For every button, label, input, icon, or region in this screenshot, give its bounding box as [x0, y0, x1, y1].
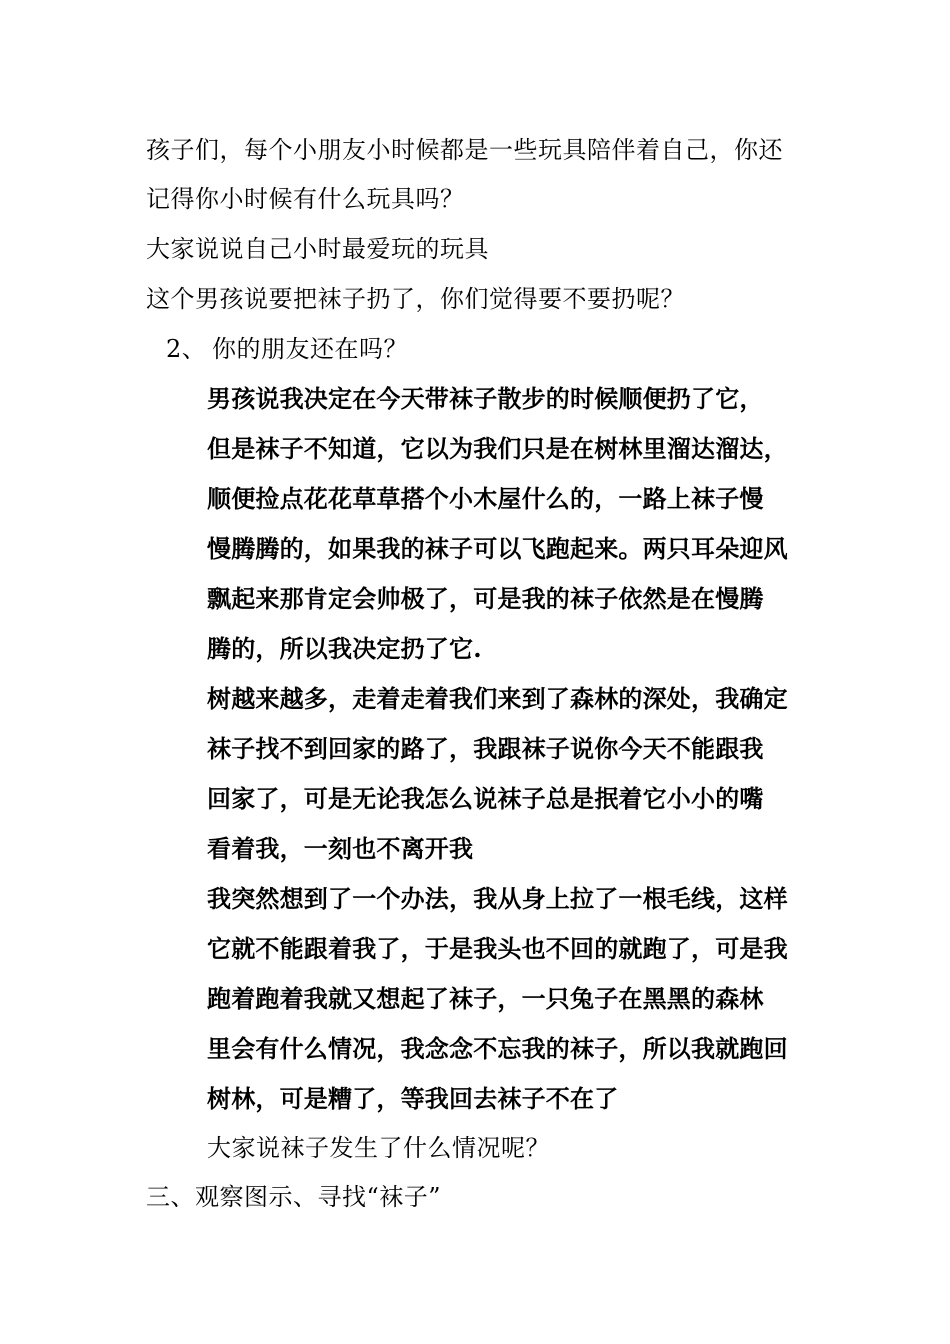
story-p1-line-3: 顺便捡点花花草草搭个小木屋什么的，一路上袜子慢	[207, 484, 764, 513]
story-p1-line-1: 男孩说我决定在今天带袜子散步的时候顺便扔了它，	[207, 384, 764, 413]
section-3-heading: 三、观察图示、寻找“袜子”	[146, 1183, 442, 1211]
story-p1-line-5: 飘起来那肯定会帅极了，可是我的袜子依然是在慢腾	[207, 584, 764, 613]
story-p3-line-4: 里会有什么情况，我念念不忘我的袜子，所以我就跑回	[207, 1034, 788, 1063]
intro-line-2: 记得你小时候有什么玩具吗？	[146, 185, 465, 213]
story-p3-line-5: 树林，可是糟了，等我回去袜子不在了	[207, 1084, 619, 1113]
intro-line-1: 孩子们，每个小朋友小时候都是一些玩具陪伴着自己，你还	[146, 136, 783, 164]
section-2-heading	[166, 334, 408, 364]
story-p2-line-1: 树越来越多，走着走着我们来到了森林的深处，我确定	[207, 684, 788, 713]
section-2-title: 你的朋友还在吗？	[212, 335, 408, 363]
intro-line-4: 这个男孩说要把袜子扔了，你们觉得要不要扔呢？	[146, 285, 685, 313]
story-p1-line-6: 腾的，所以我决定扔了它.	[207, 634, 482, 663]
story-p2-line-3: 回家了，可是无论我怎么说袜子总是抿着它小小的嘴	[207, 784, 764, 813]
story-p1-line-4: 慢腾腾的，如果我的袜子可以飞跑起来。两只耳朵迎风	[207, 534, 788, 563]
story-p3-line-3: 跑着跑着我就又想起了袜子，一只兔子在黑黑的森林	[207, 984, 764, 1013]
story-p3-line-1: 我突然想到了一个办法，我从身上拉了一根毛线，这样	[207, 884, 788, 913]
section-2-number: 2、	[166, 335, 207, 363]
story-p2-line-4: 看着我，一刻也不离开我	[207, 834, 474, 863]
intro-line-3: 大家说说自己小时最爱玩的玩具	[146, 235, 489, 263]
story-p2-line-2: 袜子找不到回家的路了，我跟袜子说你今天不能跟我	[207, 734, 764, 763]
story-p3-line-2: 它就不能跟着我了，于是我头也不回的就跑了，可是我	[207, 934, 788, 963]
story-p1-line-2: 但是袜子不知道，它以为我们只是在树林里溜达溜达，	[207, 434, 788, 463]
story-question: 大家说袜子发生了什么情况呢？	[207, 1134, 550, 1162]
